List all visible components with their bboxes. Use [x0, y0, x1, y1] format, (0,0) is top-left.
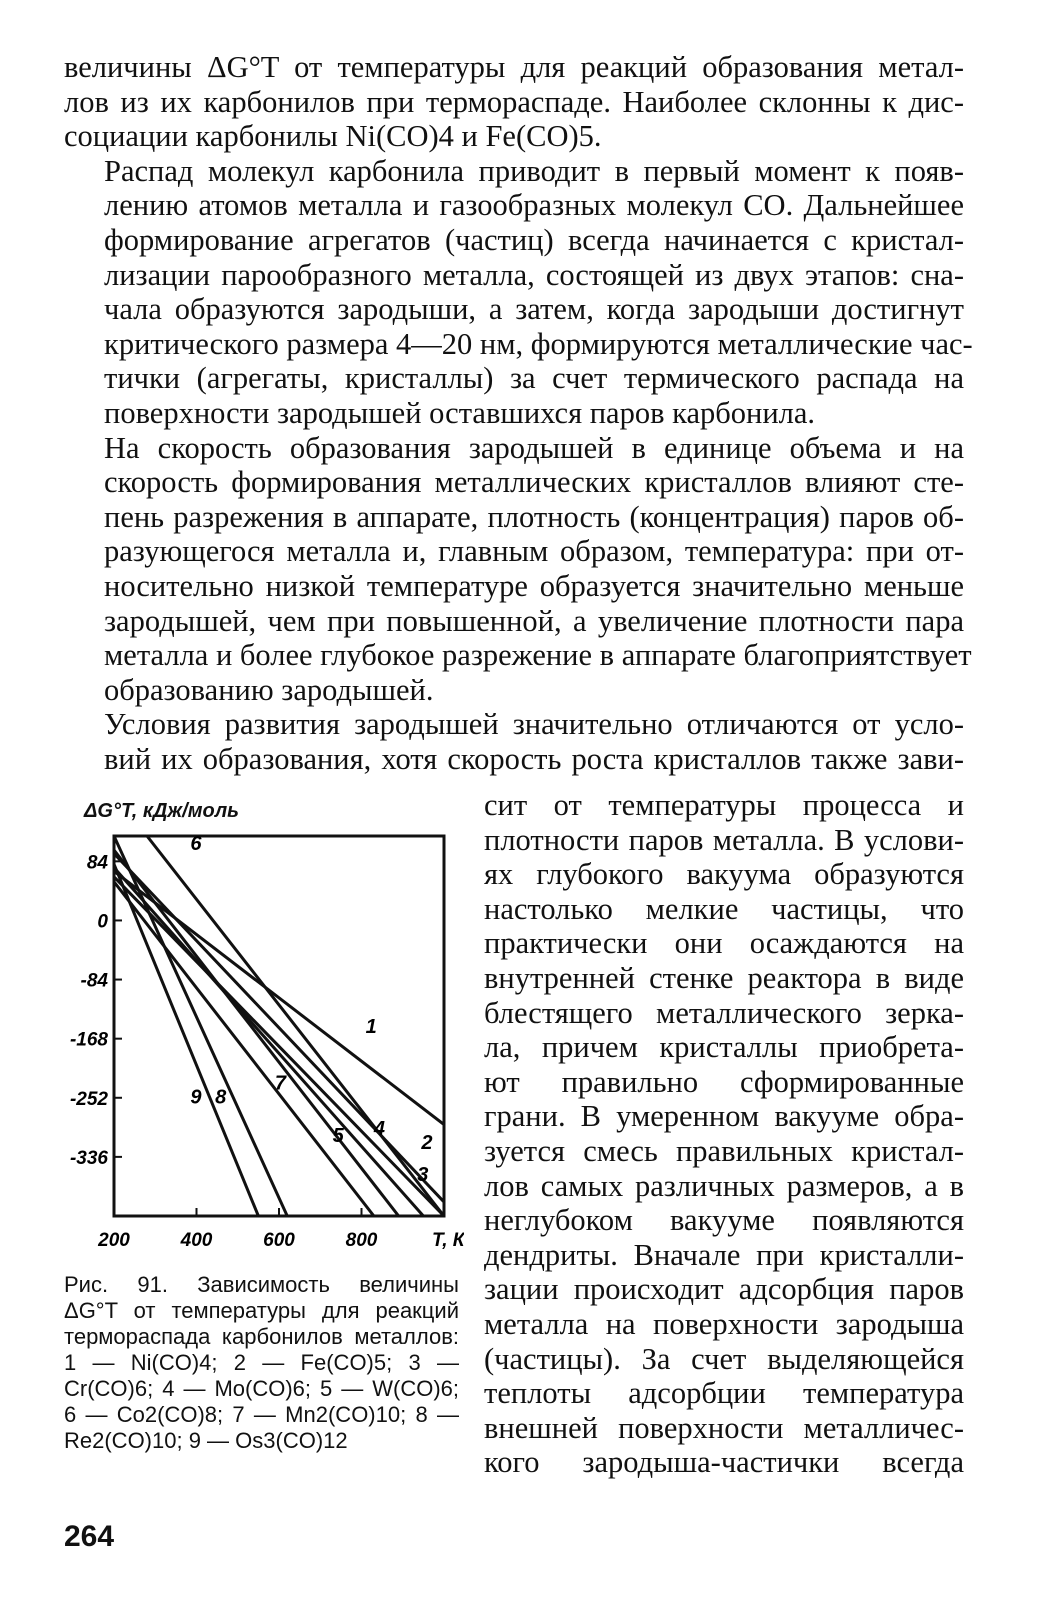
- series-label-4: 4: [373, 1118, 385, 1141]
- right-column-line: плотности паров металла. В услови-: [484, 822, 964, 857]
- series-label-6: 6: [190, 833, 202, 856]
- right-column-text: [484, 788, 964, 1480]
- series-line-3: [114, 877, 444, 1216]
- series-line-8: [114, 836, 287, 1216]
- p3-line: пень разрежения в аппарате, плотность (концентрация) паров об-: [104, 499, 964, 534]
- series-line-4: [114, 868, 423, 1216]
- series-label-3: 3: [417, 1163, 429, 1186]
- x-tick-label: 200: [98, 1230, 130, 1251]
- right-column-line: ют правильно сформированные: [484, 1064, 964, 1099]
- series-label-9: 9: [190, 1086, 202, 1109]
- p4-line: Условия развития зародышей значительно отличаются от усло-: [104, 707, 964, 742]
- p3-line: скорость формирования металлических кристаллов влияют сте-: [104, 465, 964, 500]
- series-label-7: 7: [274, 1072, 286, 1095]
- caption-line: 6 — Co2(CO)8; 7 — Mn2(CO)10; 8 —: [64, 1402, 459, 1427]
- right-column-line: теплоты адсорбции температура: [484, 1376, 964, 1411]
- caption-line: Cr(CO)6; 4 — Mo(CO)6; 5 — W(CO)6;: [64, 1376, 459, 1401]
- p3-line: зародышей, чем при повышенной, а увеличение плотности пара: [104, 603, 964, 638]
- p3-line: металла и более глубокое разрежение в аппарате благоприятствует: [104, 638, 972, 673]
- y-tick-label: -84: [80, 970, 108, 992]
- right-column-line: практически они осаждаются на: [484, 926, 964, 961]
- x-tick-label: 400: [180, 1230, 213, 1251]
- caption-line: 1 — Ni(CO)4; 2 — Fe(CO)5; 3 —: [64, 1350, 459, 1375]
- right-column-line: ях глубокого вакуума образуются: [484, 857, 964, 892]
- caption-line: терморaспада карбонилов металлов:: [64, 1324, 459, 1349]
- page-number: 264: [64, 1520, 115, 1553]
- p2-line: поверхности зародышей оставшихся паров карбонила.: [104, 395, 816, 430]
- paragraph-1: [64, 50, 964, 154]
- p2-line: формирование агрегатов (частиц) всегда начинается с кристал-: [104, 222, 964, 257]
- p1-line: лов из их карбонилов при терморaспаде. Наиболее склонны к дис-: [64, 84, 964, 119]
- y-tick-label: -168: [69, 1029, 108, 1051]
- series-line-6: [147, 836, 444, 1216]
- y-tick-label: 84: [86, 852, 108, 874]
- series-line-7: [114, 882, 374, 1216]
- x-tick-label: 600: [263, 1230, 295, 1251]
- p1-line: величины ΔG°T от температуры для реакций образования метал-: [64, 50, 964, 84]
- right-column-line: металла на поверхности зародыша: [484, 1306, 964, 1341]
- p2-line: лению атомов металла и газообразных молекул CO. Дальнейшее: [104, 188, 964, 223]
- figure-caption: [64, 1272, 459, 1454]
- p3-line: разующегося металла и, главным образом, температура: при от-: [104, 534, 964, 569]
- right-column-line: зации происходит адсорбция паров: [484, 1272, 964, 1307]
- p3-line: На скорость образования зародышей в единице объема и на: [104, 430, 964, 465]
- caption-line: ΔG°T от температуры для реакций: [64, 1298, 459, 1323]
- p3-line: образованию зародышей.: [104, 672, 434, 707]
- series-line-5: [114, 850, 399, 1216]
- series-label-5: 5: [332, 1125, 344, 1148]
- p4-line: вий их образования, хотя скорость роста кристаллов также зави-: [104, 741, 964, 776]
- right-column-line: внешней поверхности металличес-: [484, 1410, 964, 1445]
- right-column-line: ла, причем кристаллы приобрета-: [484, 1030, 964, 1065]
- x-tick-label: 800: [345, 1230, 378, 1251]
- y-axis-label: ΔG°T, кДж/моль: [84, 800, 240, 822]
- p2-line: чала образуются зародыши, а затем, когда зародыши достигнут: [104, 292, 964, 327]
- caption-line: Re2(CO)10; 9 — Os3(CO)12: [64, 1428, 348, 1453]
- right-column-line: дендриты. Вначале при кристалли-: [484, 1237, 964, 1272]
- series-label-2: 2: [421, 1132, 433, 1155]
- right-column-line: неглубоком вакууме появляются: [484, 1203, 964, 1238]
- right-column-line: сит от температуры процесса и: [484, 788, 964, 822]
- p2-line: Распад молекул карбонила приводит в первый момент к появ-: [104, 153, 964, 188]
- p2-line: критического размера 4—20 нм, формируются металлические час-: [104, 326, 973, 361]
- right-column-line: настолько мелкие частицы, что: [484, 891, 964, 926]
- p2-line: лизации парообразного металла, состоящей из двух этапов: сна-: [104, 257, 964, 292]
- figure-91-chart: [64, 826, 464, 1276]
- series-line-2: [114, 854, 444, 1202]
- p3-line: носительно низкой температуре образуется значительно меньше: [104, 568, 964, 603]
- series-label-1: 1: [365, 1016, 377, 1039]
- p1-line: социации карбонилы Ni(CO)4 и Fe(CO)5.: [64, 119, 602, 154]
- right-column-line: (частицы). За счет выделяющейся: [484, 1341, 964, 1376]
- right-column-line: внутренней стенке реактора в виде: [484, 960, 964, 995]
- right-column-line: зуется смесь правильных кристал-: [484, 1133, 964, 1168]
- paragraph-3: [64, 430, 972, 708]
- y-tick-label: -336: [69, 1147, 108, 1169]
- paragraph-4: [64, 707, 964, 776]
- paragraph-2: [64, 153, 973, 431]
- right-column-line: лов самых различных размеров, а в: [484, 1168, 964, 1203]
- x-axis-label: T, К: [432, 1230, 464, 1251]
- body-text: [64, 50, 973, 776]
- series-label-8: 8: [215, 1086, 227, 1109]
- y-tick-label: 0: [97, 911, 108, 933]
- caption-line: Рис. 91. Зависимость величины: [64, 1272, 459, 1297]
- right-column-line: грани. В умеренном вакууме обра-: [484, 1099, 964, 1134]
- right-column-line: кого зародыша-частички всегда: [484, 1445, 964, 1480]
- y-tick-label: -252: [69, 1088, 108, 1110]
- right-column-line: блестящего металлического зерка-: [484, 995, 964, 1030]
- p2-line: тички (агрегаты, кристаллы) за счет термического распада на: [104, 361, 964, 396]
